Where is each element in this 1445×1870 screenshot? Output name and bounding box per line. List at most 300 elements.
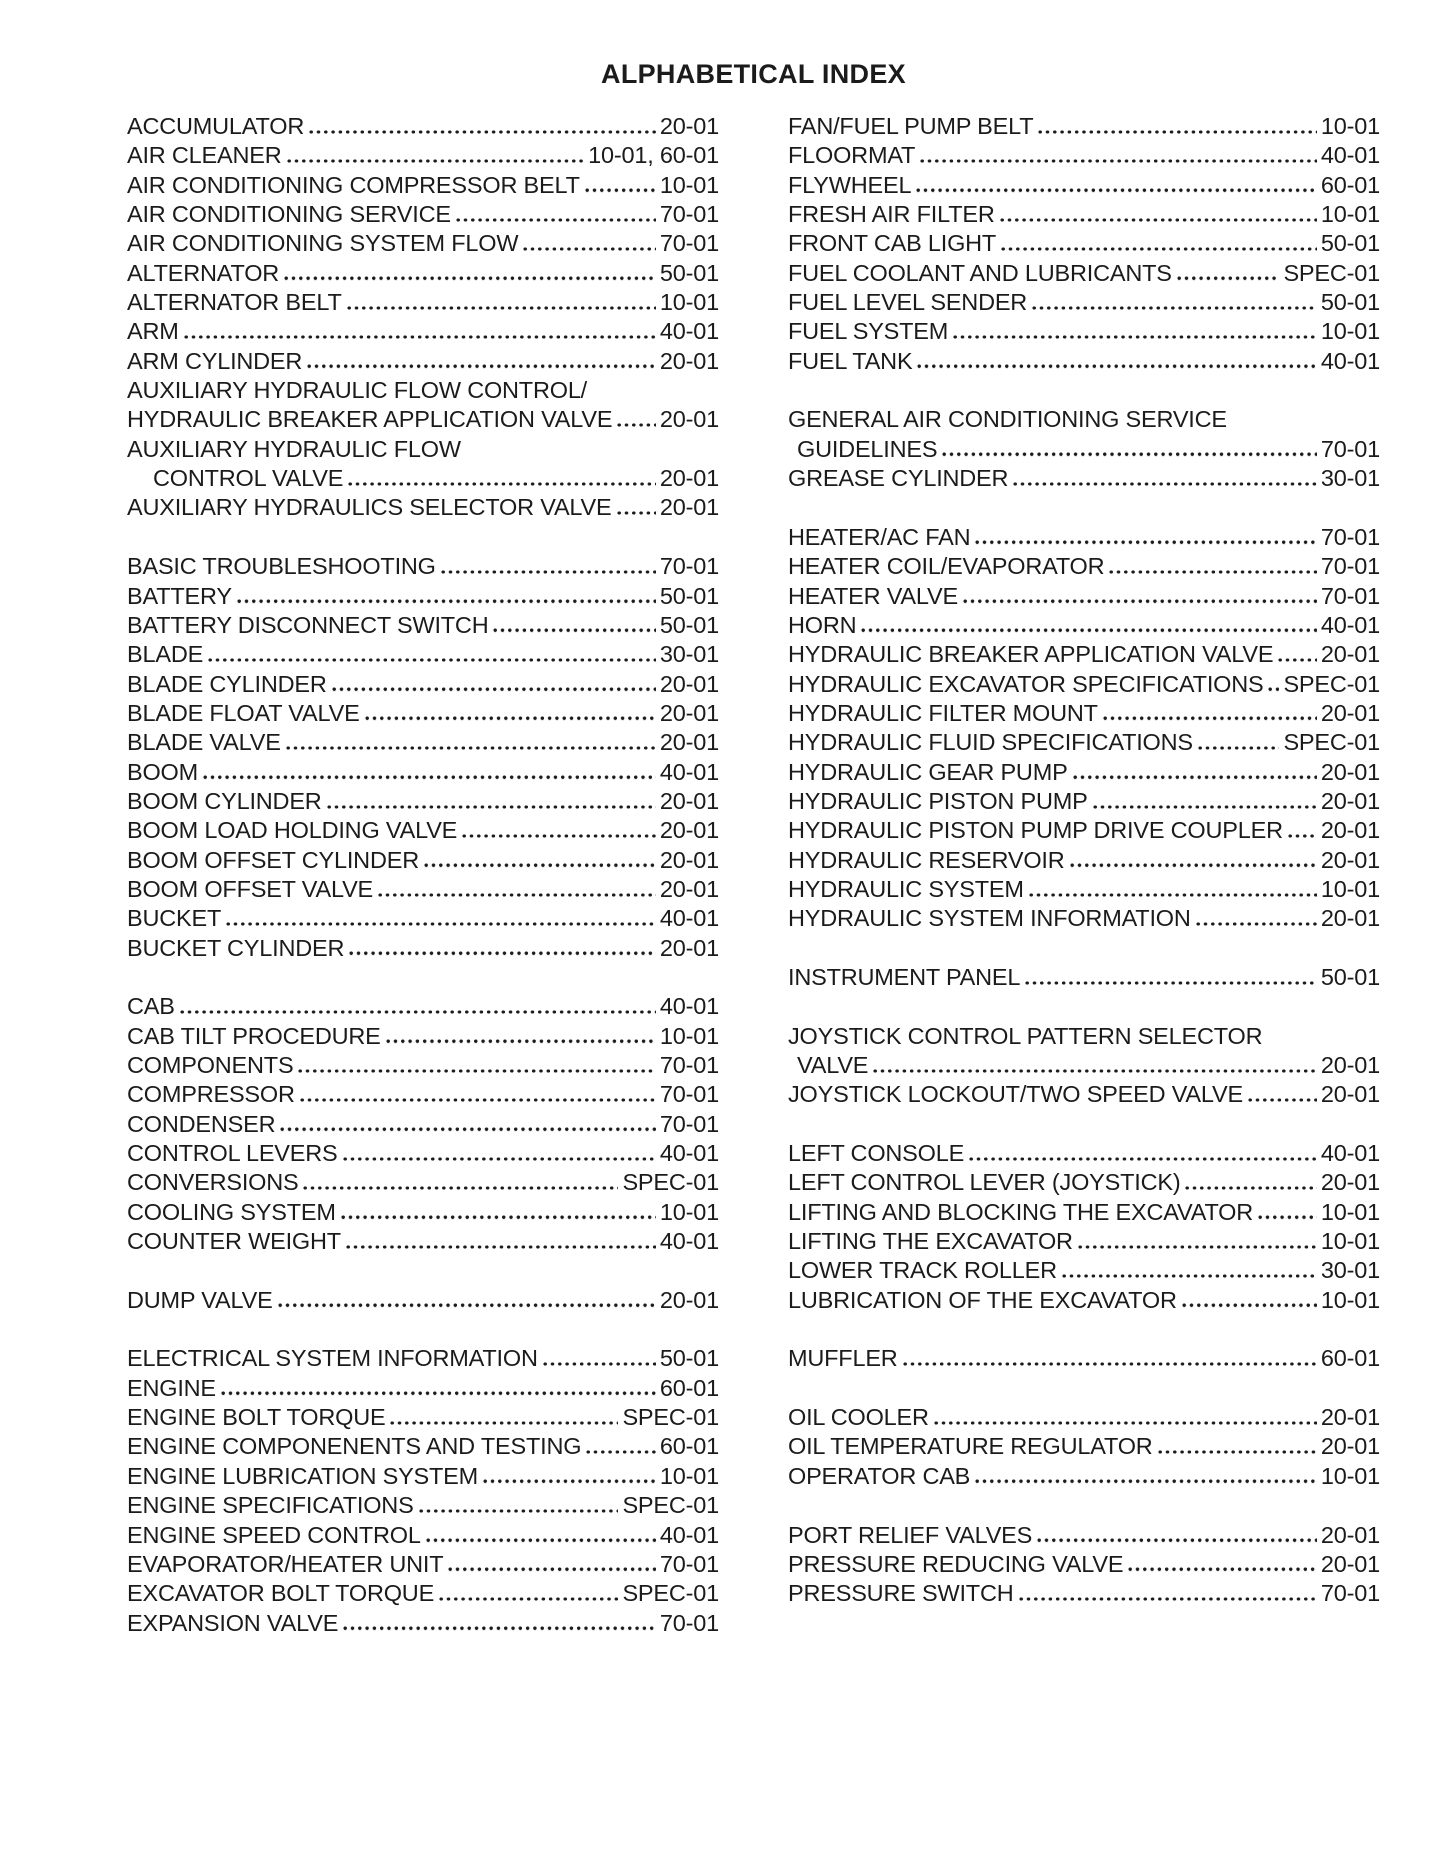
entry-title: BOOM OFFSET VALVE (127, 875, 374, 902)
index-entry-row (788, 464, 1380, 493)
page-ref: 50-01 (659, 582, 719, 609)
dot-leader (920, 159, 1317, 163)
entry-title: BLADE VALVE (127, 729, 281, 756)
entry-title: GREASE CYLINDER (788, 465, 1009, 492)
entry-title: FLYWHEEL (788, 171, 912, 198)
index-entry-row (788, 1521, 1380, 1550)
index-entry-row (788, 611, 1380, 640)
index-entry-row (127, 1609, 719, 1638)
index-entry-row (788, 904, 1380, 933)
entry-title: AUXILIARY HYDRAULIC FLOW CONTROL/ (127, 377, 588, 404)
entry-title: CAB (127, 993, 175, 1020)
dot-leader (343, 1157, 656, 1161)
page-ref: 20-01 (659, 494, 719, 521)
page-ref: 10-01 (1320, 1198, 1380, 1225)
page-ref: 20-01 (1320, 641, 1380, 668)
page-ref: SPEC-01 (1283, 259, 1380, 286)
entry-title: AIR CLEANER (127, 142, 282, 169)
entry-title: ENGINE BOLT TORQUE (127, 1404, 386, 1431)
dot-leader (493, 628, 655, 632)
dot-leader (1288, 834, 1317, 838)
section-gap (788, 1374, 1380, 1403)
dot-leader (1268, 687, 1279, 691)
entry-title: HYDRAULIC FLUID SPECIFICATIONS (788, 729, 1193, 756)
dot-leader (1196, 922, 1317, 926)
section-gap (788, 376, 1380, 405)
page-ref: 20-01 (1320, 846, 1380, 873)
dot-leader (873, 1069, 1317, 1073)
index-entry-row (127, 699, 719, 728)
page-ref: SPEC-01 (1283, 670, 1380, 697)
entry-title: FRONT CAB LIGHT (788, 230, 997, 257)
page-ref: SPEC-01 (1283, 729, 1380, 756)
entry-title: BASIC TROUBLESHOOTING (127, 553, 436, 580)
page-ref: 40-01 (1320, 611, 1380, 638)
entry-title: FUEL COOLANT AND LUBRICANTS (788, 259, 1172, 286)
dot-leader (424, 863, 656, 867)
page-ref: 10-01 (659, 1462, 719, 1489)
index-entry-row (127, 200, 719, 229)
index-columns (127, 112, 1380, 1638)
index-entry-row (127, 1579, 719, 1608)
dot-leader (1185, 1186, 1316, 1190)
dot-leader (208, 658, 656, 662)
entry-title: COOLING SYSTEM (127, 1198, 336, 1225)
dot-leader (456, 218, 656, 222)
page-ref: 20-01 (1320, 1550, 1380, 1577)
entry-title: AUXILIARY HYDRAULIC FLOW (127, 435, 461, 462)
index-entry-row (127, 1550, 719, 1579)
entry-title: HYDRAULIC SYSTEM INFORMATION (788, 905, 1191, 932)
entry-title: HORN (788, 611, 857, 638)
index-column-right (788, 112, 1380, 1638)
dot-leader (226, 922, 656, 926)
dot-leader (1073, 775, 1317, 779)
entry-title: ALTERNATOR (127, 259, 280, 286)
page-ref: 20-01 (1320, 905, 1380, 932)
entry-title: HYDRAULIC SYSTEM (788, 875, 1024, 902)
dot-leader (307, 364, 656, 368)
entry-title: AIR CONDITIONING SERVICE (127, 201, 451, 228)
index-entry-row (127, 1286, 719, 1315)
entry-title: LEFT CONSOLE (788, 1140, 965, 1167)
index-entry-row (127, 1462, 719, 1491)
dot-leader (543, 1362, 656, 1366)
index-entry-row (127, 552, 719, 581)
section-gap (788, 1491, 1380, 1520)
page-ref: 50-01 (659, 1345, 719, 1372)
entry-title: HYDRAULIC EXCAVATOR SPECIFICATIONS (788, 670, 1264, 697)
entry-title: FAN/FUEL PUMP BELT (788, 113, 1034, 139)
index-entry-row (127, 1080, 719, 1109)
entry-title: HYDRAULIC RESERVOIR (788, 846, 1065, 873)
index-entry-row (788, 963, 1380, 992)
page-ref: 30-01 (1320, 465, 1380, 492)
dot-leader (1013, 482, 1317, 486)
dot-leader (1000, 218, 1317, 222)
index-entry-row (127, 112, 719, 141)
dot-leader (1278, 658, 1317, 662)
index-entry-row (127, 229, 719, 258)
page-ref: 40-01 (1320, 347, 1380, 374)
index-entry-row (127, 259, 719, 288)
dot-leader (286, 746, 656, 750)
entry-title: HEATER COIL/EVAPORATOR (788, 553, 1105, 580)
dot-leader (934, 1421, 1317, 1425)
page-ref: 50-01 (1320, 289, 1380, 316)
page-ref: 40-01 (659, 993, 719, 1020)
index-entry-row (788, 1051, 1380, 1080)
index-entry-row (127, 728, 719, 757)
page-ref: 10-01 (1320, 113, 1380, 139)
entry-title: CONTROL VALVE (153, 465, 344, 492)
dot-leader (1029, 893, 1317, 897)
index-entry-row (127, 1491, 719, 1520)
index-entry-row (788, 259, 1380, 288)
dot-leader (969, 1157, 1317, 1161)
dot-leader (1109, 570, 1316, 574)
section-gap (788, 992, 1380, 1021)
dot-leader (942, 452, 1317, 456)
page-ref: 70-01 (659, 1550, 719, 1577)
dot-leader (184, 335, 656, 339)
entry-title: GENERAL AIR CONDITIONING SERVICE (788, 406, 1227, 433)
index-entry-row (788, 1080, 1380, 1109)
dot-leader (349, 951, 656, 955)
index-entry-row (127, 347, 719, 376)
dot-leader (903, 1362, 1317, 1366)
dot-leader (278, 1303, 656, 1307)
dot-leader (180, 1010, 656, 1014)
dot-leader (1248, 1098, 1317, 1102)
page-ref: 20-01 (1320, 1081, 1380, 1108)
page-ref: 70-01 (659, 553, 719, 580)
dot-leader (917, 364, 1316, 368)
page-ref: 70-01 (659, 1052, 719, 1078)
dot-leader (426, 1538, 656, 1542)
dot-leader (861, 628, 1316, 632)
dot-leader (1258, 1215, 1317, 1219)
dot-leader (419, 1509, 619, 1513)
index-entry-row (127, 1168, 719, 1197)
page-ref: 20-01 (1320, 1404, 1380, 1431)
index-entry-row (127, 875, 719, 904)
dot-leader (441, 570, 656, 574)
page-ref: 20-01 (659, 787, 719, 814)
dot-leader (341, 1215, 656, 1219)
dot-leader (1198, 746, 1280, 750)
entry-title: LUBRICATION OF THE EXCAVATOR (788, 1286, 1177, 1313)
page-ref: 20-01 (1320, 787, 1380, 814)
page-ref: 50-01 (659, 259, 719, 286)
dot-leader (309, 130, 656, 134)
page-ref: 20-01 (659, 934, 719, 961)
index-entry-row (127, 816, 719, 845)
entry-title: BOOM LOAD HOLDING VALVE (127, 817, 458, 844)
dot-leader (327, 805, 656, 809)
entry-title: FUEL SYSTEM (788, 318, 949, 345)
page-ref: 20-01 (659, 875, 719, 902)
entry-title: FRESH AIR FILTER (788, 201, 995, 228)
section-gap (127, 1256, 719, 1285)
entry-title: EVAPORATOR/HEATER UNIT (127, 1550, 444, 1577)
dot-leader (1177, 276, 1280, 280)
dot-leader (1158, 1450, 1317, 1454)
section-gap (788, 1110, 1380, 1139)
index-entry-row (127, 992, 719, 1021)
page-ref: 10-01 (659, 289, 719, 316)
index-entry-row (788, 787, 1380, 816)
page-ref: SPEC-01 (622, 1404, 719, 1431)
index-entry-row (127, 464, 719, 493)
dot-leader (343, 1626, 656, 1630)
entry-title: EXCAVATOR BOLT TORQUE (127, 1580, 435, 1607)
index-entry-row (127, 493, 719, 522)
dot-leader (287, 159, 585, 163)
dot-leader (953, 335, 1317, 339)
page-ref: SPEC-01 (622, 1492, 719, 1519)
entry-title: BATTERY DISCONNECT SWITCH (127, 611, 489, 638)
page-ref: 20-01 (1320, 699, 1380, 726)
page-ref: 20-01 (1320, 1433, 1380, 1460)
page-ref: 20-01 (659, 817, 719, 844)
dot-leader (347, 306, 656, 310)
page-ref: 20-01 (659, 729, 719, 756)
index-entry-row (788, 758, 1380, 787)
dot-leader (300, 1098, 656, 1102)
dot-leader (365, 716, 656, 720)
entry-title: MUFFLER (788, 1345, 898, 1372)
entry-title: GUIDELINES (797, 435, 938, 462)
entry-title: ENGINE LUBRICATION SYSTEM (127, 1462, 479, 1489)
page-ref: 40-01 (659, 758, 719, 785)
page-ref: 50-01 (659, 611, 719, 638)
page-ref: 10-01 (1320, 1286, 1380, 1313)
dot-leader (386, 1039, 656, 1043)
entry-title: CAB TILT PROCEDURE (127, 1022, 381, 1049)
dot-leader (1078, 1245, 1317, 1249)
entry-title: INSTRUMENT PANEL (788, 963, 1021, 990)
page-ref: SPEC-01 (622, 1169, 719, 1196)
entry-title: ALTERNATOR BELT (127, 289, 342, 316)
index-entry-row (788, 1579, 1380, 1608)
dot-leader (298, 1069, 655, 1073)
page-ref: 30-01 (1320, 1257, 1380, 1284)
page-ref: 20-01 (659, 406, 719, 433)
dot-leader (448, 1567, 656, 1571)
entry-title: OIL COOLER (788, 1404, 929, 1431)
entry-title: LIFTING THE EXCAVATOR (788, 1228, 1073, 1255)
page-ref: 40-01 (659, 905, 719, 932)
index-entry-row (788, 1168, 1380, 1197)
page-ref: 40-01 (1320, 142, 1380, 169)
entry-title: HYDRAULIC PISTON PUMP DRIVE COUPLER (788, 817, 1283, 844)
page-ref: 70-01 (659, 230, 719, 257)
entry-title: CONTROL LEVERS (127, 1140, 338, 1167)
dot-leader (439, 1597, 618, 1601)
dot-leader (332, 687, 656, 691)
index-entry-row (127, 1110, 719, 1139)
dot-leader (462, 834, 656, 838)
index-entry-row (127, 758, 719, 787)
entry-title: ENGINE (127, 1374, 216, 1401)
page-ref: 40-01 (659, 318, 719, 345)
index-entry-row (127, 435, 719, 464)
index-entry-row (127, 1521, 719, 1550)
index-entry-row (788, 1227, 1380, 1256)
entry-title: ARM (127, 318, 179, 345)
index-column-left (127, 112, 719, 1638)
entry-title: CONVERSIONS (127, 1169, 299, 1196)
dot-leader (237, 599, 656, 603)
page-ref: 60-01 (659, 1374, 719, 1401)
entry-title: CONDENSER (127, 1110, 276, 1137)
index-entry-row (127, 405, 719, 434)
dot-leader (1001, 247, 1317, 251)
page-ref: 20-01 (659, 347, 719, 374)
page-ref: 10-01 (659, 171, 719, 198)
index-entry-row (788, 699, 1380, 728)
dot-leader (963, 599, 1317, 603)
page-ref: 20-01 (1320, 1169, 1380, 1196)
index-entry-row (788, 112, 1380, 141)
page-ref: 70-01 (659, 1110, 719, 1137)
index-entry-row (788, 141, 1380, 170)
entry-title: BOOM (127, 758, 199, 785)
dot-leader (1062, 1274, 1317, 1278)
page-ref: 20-01 (1320, 1052, 1380, 1078)
dot-leader (975, 540, 1317, 544)
index-entry-row (788, 846, 1380, 875)
page-ref: 10-01 (659, 1022, 719, 1049)
entry-title: ENGINE COMPONENENTS AND TESTING (127, 1433, 582, 1460)
page-ref: 10-01 (659, 1198, 719, 1225)
entry-title: JOYSTICK CONTROL PATTERN SELECTOR (788, 1022, 1263, 1049)
page-ref: 70-01 (1320, 582, 1380, 609)
index-entry-row (127, 1432, 719, 1461)
index-entry-row (127, 288, 719, 317)
index-entry-row (127, 1403, 719, 1432)
page-ref: 70-01 (659, 1609, 719, 1636)
index-entry-row (788, 405, 1380, 434)
index-entry-row (127, 171, 719, 200)
index-entry-row (788, 1403, 1380, 1432)
section-gap (127, 1315, 719, 1344)
index-entry-row (788, 552, 1380, 581)
index-entry-row (127, 1139, 719, 1168)
page-ref: 10-01 (1320, 875, 1380, 902)
page-ref: 10-01, 60-01 (588, 142, 719, 169)
entry-title: PRESSURE SWITCH (788, 1580, 1014, 1607)
section-gap (127, 963, 719, 992)
index-entry-row (127, 582, 719, 611)
entry-title: OIL TEMPERATURE REGULATOR (788, 1433, 1153, 1460)
index-entry-row (788, 875, 1380, 904)
index-entry-row (127, 640, 719, 669)
page-ref: 20-01 (659, 846, 719, 873)
entry-title: HYDRAULIC PISTON PUMP (788, 787, 1088, 814)
entry-title: BUCKET CYLINDER (127, 934, 345, 961)
page-ref: SPEC-01 (622, 1580, 719, 1607)
entry-title: LEFT CONTROL LEVER (JOYSTICK) (788, 1169, 1181, 1196)
entry-title: BUCKET (127, 905, 222, 932)
dot-leader (585, 188, 656, 192)
index-entry-row (127, 1022, 719, 1051)
index-entry-row (788, 640, 1380, 669)
entry-title: HYDRAULIC GEAR PUMP (788, 758, 1068, 785)
entry-title: ELECTRICAL SYSTEM INFORMATION (127, 1345, 538, 1372)
page-ref: 10-01 (1320, 318, 1380, 345)
dot-leader (378, 893, 656, 897)
dot-leader (1038, 130, 1317, 134)
index-entry-row (788, 171, 1380, 200)
index-entry-row (788, 728, 1380, 757)
index-entry-row (788, 582, 1380, 611)
page-ref: 50-01 (1320, 963, 1380, 990)
page-ref: 50-01 (1320, 230, 1380, 257)
dot-leader (523, 247, 656, 251)
entry-title: OPERATOR CAB (788, 1462, 971, 1489)
dot-leader (346, 1245, 656, 1249)
index-entry-row (788, 1256, 1380, 1285)
dot-leader (1032, 306, 1317, 310)
page-ref: 40-01 (659, 1228, 719, 1255)
index-entry-row (788, 317, 1380, 346)
entry-title: DUMP VALVE (127, 1286, 273, 1313)
entry-title: BLADE CYLINDER (127, 670, 327, 697)
entry-title: AIR CONDITIONING COMPRESSOR BELT (127, 171, 580, 198)
entry-title: COMPONENTS (127, 1052, 294, 1078)
page-ref: 70-01 (1320, 553, 1380, 580)
dot-leader (1019, 1597, 1317, 1601)
dot-leader (1037, 1538, 1317, 1542)
entry-title: BOOM CYLINDER (127, 787, 322, 814)
page-ref: 40-01 (659, 1140, 719, 1167)
index-entry-row (127, 611, 719, 640)
index-entry-row (127, 787, 719, 816)
dot-leader (284, 276, 656, 280)
entry-title: FUEL TANK (788, 347, 913, 374)
index-entry-row (788, 1286, 1380, 1315)
page-ref: 60-01 (659, 1433, 719, 1460)
page-ref: 70-01 (1320, 435, 1380, 462)
dot-leader (390, 1421, 618, 1425)
dot-leader (1025, 981, 1317, 985)
dot-leader (975, 1479, 1317, 1483)
index-entry-row (788, 1344, 1380, 1373)
page-ref: 20-01 (1320, 1521, 1380, 1548)
index-entry-row (788, 1550, 1380, 1579)
index-entry-row (788, 523, 1380, 552)
page-ref: 60-01 (1320, 1345, 1380, 1372)
dot-leader (586, 1450, 656, 1454)
index-entry-row (127, 1374, 719, 1403)
dot-leader (617, 511, 656, 515)
dot-leader (1103, 716, 1317, 720)
entry-title: ENGINE SPECIFICATIONS (127, 1492, 414, 1519)
index-entry-row (127, 934, 719, 963)
dot-leader (1182, 1303, 1317, 1307)
page-ref: 70-01 (659, 201, 719, 228)
entry-title: BATTERY (127, 582, 232, 609)
index-entry-row (788, 1139, 1380, 1168)
entry-title: HYDRAULIC BREAKER APPLICATION VALVE (788, 641, 1274, 668)
index-entry-row (127, 1051, 719, 1080)
section-gap (788, 1315, 1380, 1344)
dot-leader (303, 1186, 618, 1190)
entry-title: FLOORMAT (788, 142, 916, 169)
entry-title: LIFTING AND BLOCKING THE EXCAVATOR (788, 1198, 1254, 1225)
